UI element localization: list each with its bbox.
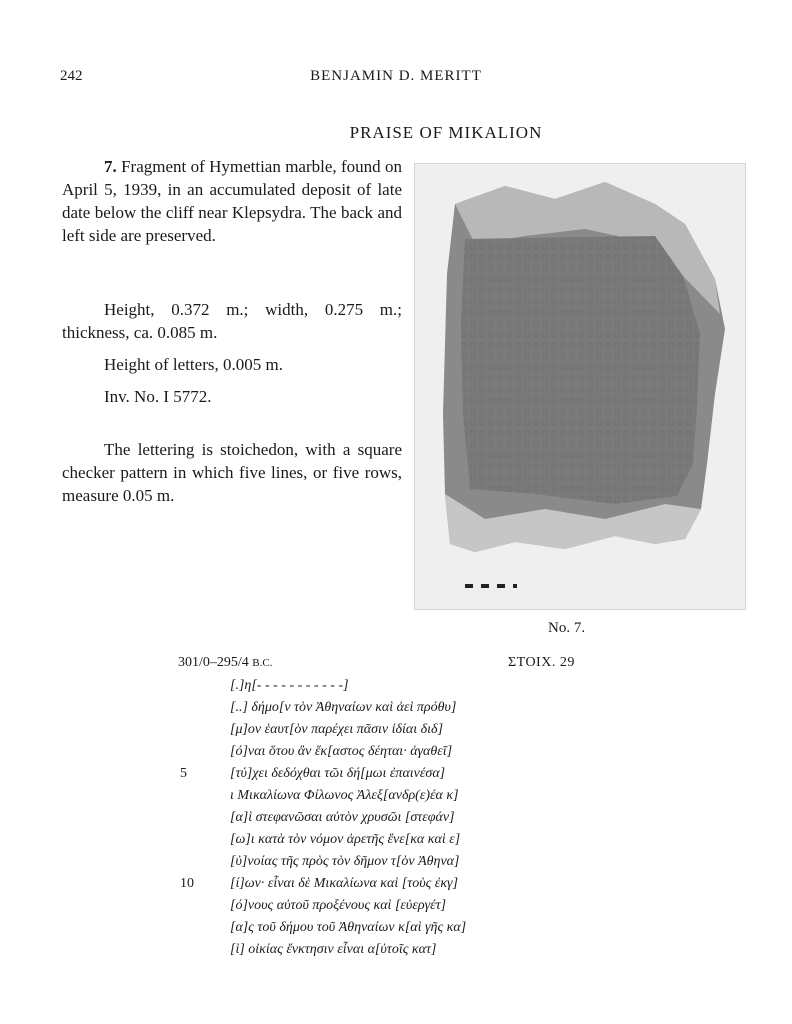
inventory-paragraph: Inv. No. I 5772.	[104, 387, 212, 406]
marble-fragment-image	[415, 164, 745, 609]
stoichedon-label: ΣΤΟΙΧ. 29	[508, 655, 575, 670]
inscription-line	[180, 719, 580, 741]
line-text: [α]ς τοῦ δήμου τοῦ Ἀθηναίων κ[αὶ γῆς κα]	[230, 920, 467, 935]
inscription-line	[180, 939, 580, 961]
line-text: [ό]ναι ὅτου ἂν ἕκ[αστος δέηται· ἀγαθεῖ]	[230, 744, 453, 759]
inscription-line	[180, 675, 580, 697]
inscription-line	[180, 807, 580, 829]
description-paragraph	[62, 155, 402, 247]
inscription-line	[180, 873, 580, 895]
line-number: 10	[180, 876, 194, 891]
description-text: Fragment of Hymettian marble, found on April 5, 1939, in an accumulated deposit of late date below the cliff near Klepsydra. The back and left side are preserved.	[62, 157, 402, 245]
inscription-line	[180, 763, 580, 785]
inscription-line	[180, 697, 580, 719]
line-text: [ὶ] οἰκίας ἔνκτησιν εἶναι α[ὐτοῖς κατ]	[230, 942, 437, 957]
line-text: [ω]ι κατὰ τὸν νόμον ἀρετῆς ἕνε[κα καὶ ε]	[230, 832, 461, 847]
inscription-line	[180, 851, 580, 873]
date-line	[178, 655, 272, 671]
inscription-line	[180, 785, 580, 807]
inscription-line	[180, 917, 580, 939]
dimensions-paragraph: Height, 0.372 m.; width, 0.275 m.; thickness, ca. 0.085 m.	[62, 300, 402, 342]
line-text: [ί]ων· εἶναι δὲ Μικαλίωνα καὶ [τοὺς ἐκγ]	[230, 876, 459, 891]
line-text: [ὐ]νοίας τῆς πρὸς τὸν δῆμον τ[ὸν Ἀθηνα]	[230, 854, 460, 869]
line-text: [ό]νους αὐτοῦ προξένους καὶ [εὐεργέτ]	[230, 898, 447, 913]
line-text: [α]ὶ στεφανῶσαι αὐτὸν χρυσῶι [στεφάν]	[230, 810, 455, 825]
running-head: BENJAMIN D. MERITT	[310, 68, 482, 84]
inscription-line	[180, 829, 580, 851]
date-range: 301/0–295/4	[178, 655, 249, 670]
letter-height-paragraph: Height of letters, 0.005 m.	[104, 355, 283, 374]
entry-number: 7.	[104, 157, 117, 176]
line-text: [.]η[- - - - - - - - - - -]	[230, 678, 349, 693]
line-text: ι Μικαλίωνα Φίλωνος Ἀλεξ[ανδρ(ε)έα κ]	[230, 788, 459, 803]
inscription-text	[180, 675, 580, 961]
section-title: PRAISE OF MIKALION	[349, 123, 543, 142]
inscription-line	[180, 741, 580, 763]
line-text: [μ]ον ἑαυτ[ὸν παρέχει πᾶσιν ἰδίαι διδ]	[230, 722, 444, 737]
page-number: 242	[60, 68, 83, 84]
inscription-photograph	[414, 163, 746, 610]
line-text: [..] δήμο[ν τὸν Ἀθηναίων καὶ ἀεὶ πρόθυ]	[230, 700, 457, 715]
line-text: [τύ]χει δεδόχθαι τῶι δή[μωι ἐπαινέσα]	[230, 766, 446, 781]
inscription-line	[180, 895, 580, 917]
figure-caption: No. 7.	[548, 620, 586, 636]
era-label: B.C.	[252, 657, 273, 669]
lettering-paragraph: The lettering is stoichedon, with a square checker pattern in which five lines, or five rows, measure 0.05 m.	[62, 440, 402, 505]
line-number: 5	[180, 766, 187, 781]
